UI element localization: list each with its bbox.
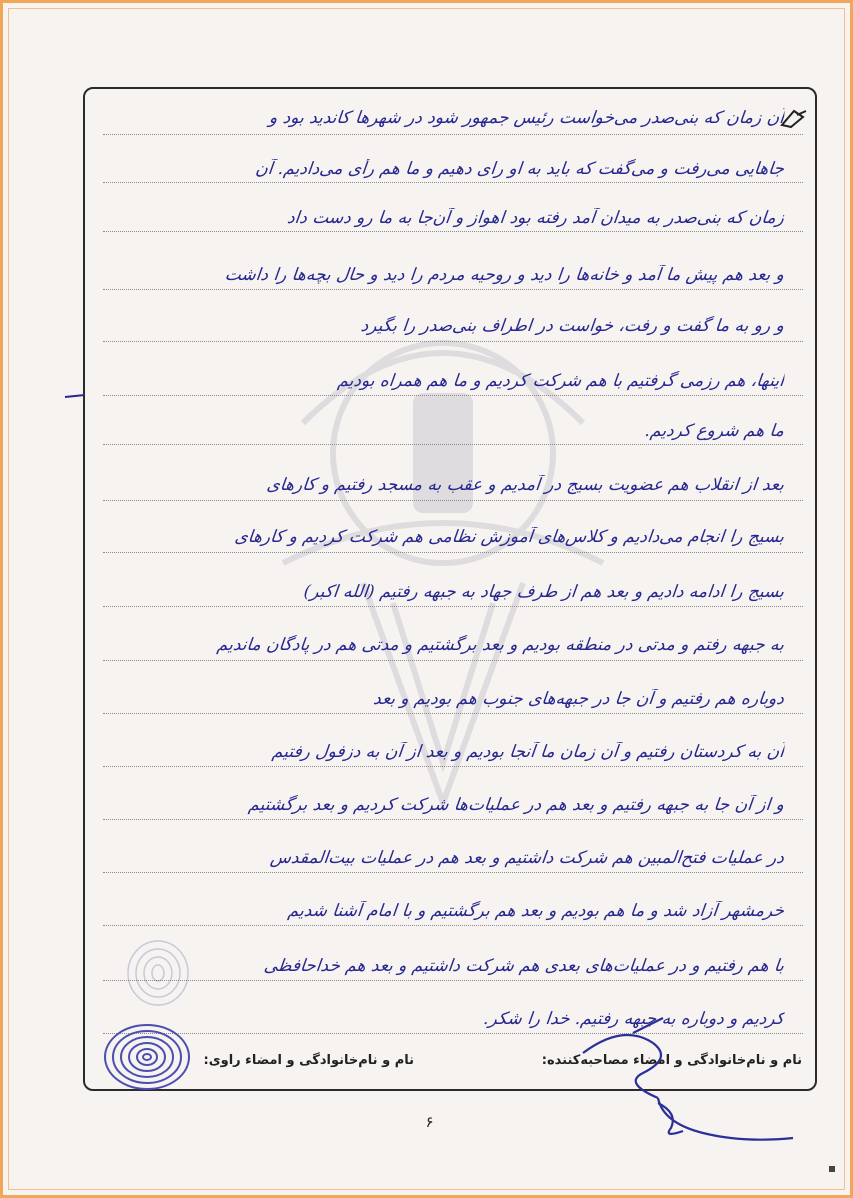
ruled-line <box>103 552 803 553</box>
ruled-line <box>103 395 803 396</box>
ruled-line <box>103 660 803 661</box>
ruled-line <box>103 766 803 767</box>
handwritten-line: آن زمان که بنی‌صدر می‌خواست رئیس جمهور شود در شهرها کاندید بود و <box>268 108 786 128</box>
signature-icon <box>563 1013 803 1163</box>
page-number: ۶ <box>425 1113 434 1131</box>
fingerprint-icon <box>123 938 193 1008</box>
fingerprint-icon <box>101 1019 193 1091</box>
handwritten-line: زمان که بنی‌صدر به میدان آمد رفته بود اهواز و آن‌جا به ما رو دست داد <box>286 208 786 228</box>
handwritten-line: در عملیات فتح‌المبین هم شرکت داشتیم و بعد هم در عملیات بیت‌المقدس <box>269 848 786 868</box>
ruled-line <box>103 819 803 820</box>
ruled-line <box>103 980 803 981</box>
ruled-line <box>103 713 803 714</box>
ruled-line <box>103 231 803 232</box>
handwritten-line: جاهایی می‌رفت و می‌گفت که باید به او رای دهیم و ما هم رأی می‌دادیم. آن <box>254 159 786 179</box>
stray-pen-stroke <box>63 391 87 401</box>
handwritten-line: به جبهه رفتم و مدتی در منطقه بودیم و بعد برگشتیم و مدتی هم در پادگان ماندیم <box>215 635 786 655</box>
handwritten-line: و از آن جا به جبهه رفتیم و بعد هم در عملیات‌ها شرکت کردیم و بعد برگشتیم <box>247 795 786 815</box>
handwritten-line: با هم رفتیم و در عملیات‌های بعدی هم شرکت داشتیم و بعد هم خداحافظی <box>262 956 786 976</box>
handwritten-line: بعد از انقلاب هم عضویت بسیج در آمدیم و عقب به مسجد رفتیم و کارهای <box>265 475 786 495</box>
ruled-line <box>103 925 803 926</box>
handwritten-line: کردیم و دوباره به جبهه رفتیم. خدا را شکر. <box>482 1009 786 1029</box>
handwritten-line: بسیج را ادامه دادیم و بعد هم از طرف جهاد به جبهه رفتیم (الله اکبر) <box>302 582 786 602</box>
ruled-line <box>103 444 803 445</box>
handwritten-line: ما هم شروع کردیم. <box>643 421 786 441</box>
handwritten-line: و بعد هم پیش ما آمد و خانه‌ها را دید و روحیه مردم را دید و حال بچه‌ها را داشت <box>223 265 786 285</box>
handwritten-line: دوباره هم رفتیم و آن جا در جبهه‌های جنوب هم بودیم و بعد <box>372 689 786 709</box>
interviewer-signature-label: نام و نام‌خانوادگی و امضاء مصاحبه‌کننده: <box>541 1053 802 1068</box>
ruled-line <box>103 500 803 501</box>
ruled-line <box>103 289 803 290</box>
narrator-signature-label: نام و نام‌خانوادگی و امضاء راوی: <box>203 1053 414 1068</box>
ruled-line <box>103 341 803 342</box>
ruled-line <box>103 872 803 873</box>
handwritten-line: خرمشهر آزاد شد و ما هم بودیم و بعد هم برگشتیم و با امام آشنا شدیم <box>286 901 786 921</box>
ruled-line <box>103 182 803 183</box>
ruled-line <box>103 606 803 607</box>
handwritten-line: بسیج را انجام می‌دادیم و کلاس‌های آموزش نظامی هم شرکت کردیم و کارهای <box>233 527 786 547</box>
scan-artifact <box>829 1166 835 1172</box>
handwritten-line: اینها، هم رزمی گرفتیم با هم شرکت کردیم و ما هم همراه بودیم <box>336 371 786 391</box>
handwritten-line: آن به کردستان رفتیم و آن زمان ما آنجا بودیم و بعد از آن به دزفول رفتیم <box>271 742 786 762</box>
handwritten-line: و رو به ما گفت و رفت، خواست در اطراف بنی‌صدر را بگیرد <box>359 316 786 336</box>
ruled-line <box>103 134 803 135</box>
